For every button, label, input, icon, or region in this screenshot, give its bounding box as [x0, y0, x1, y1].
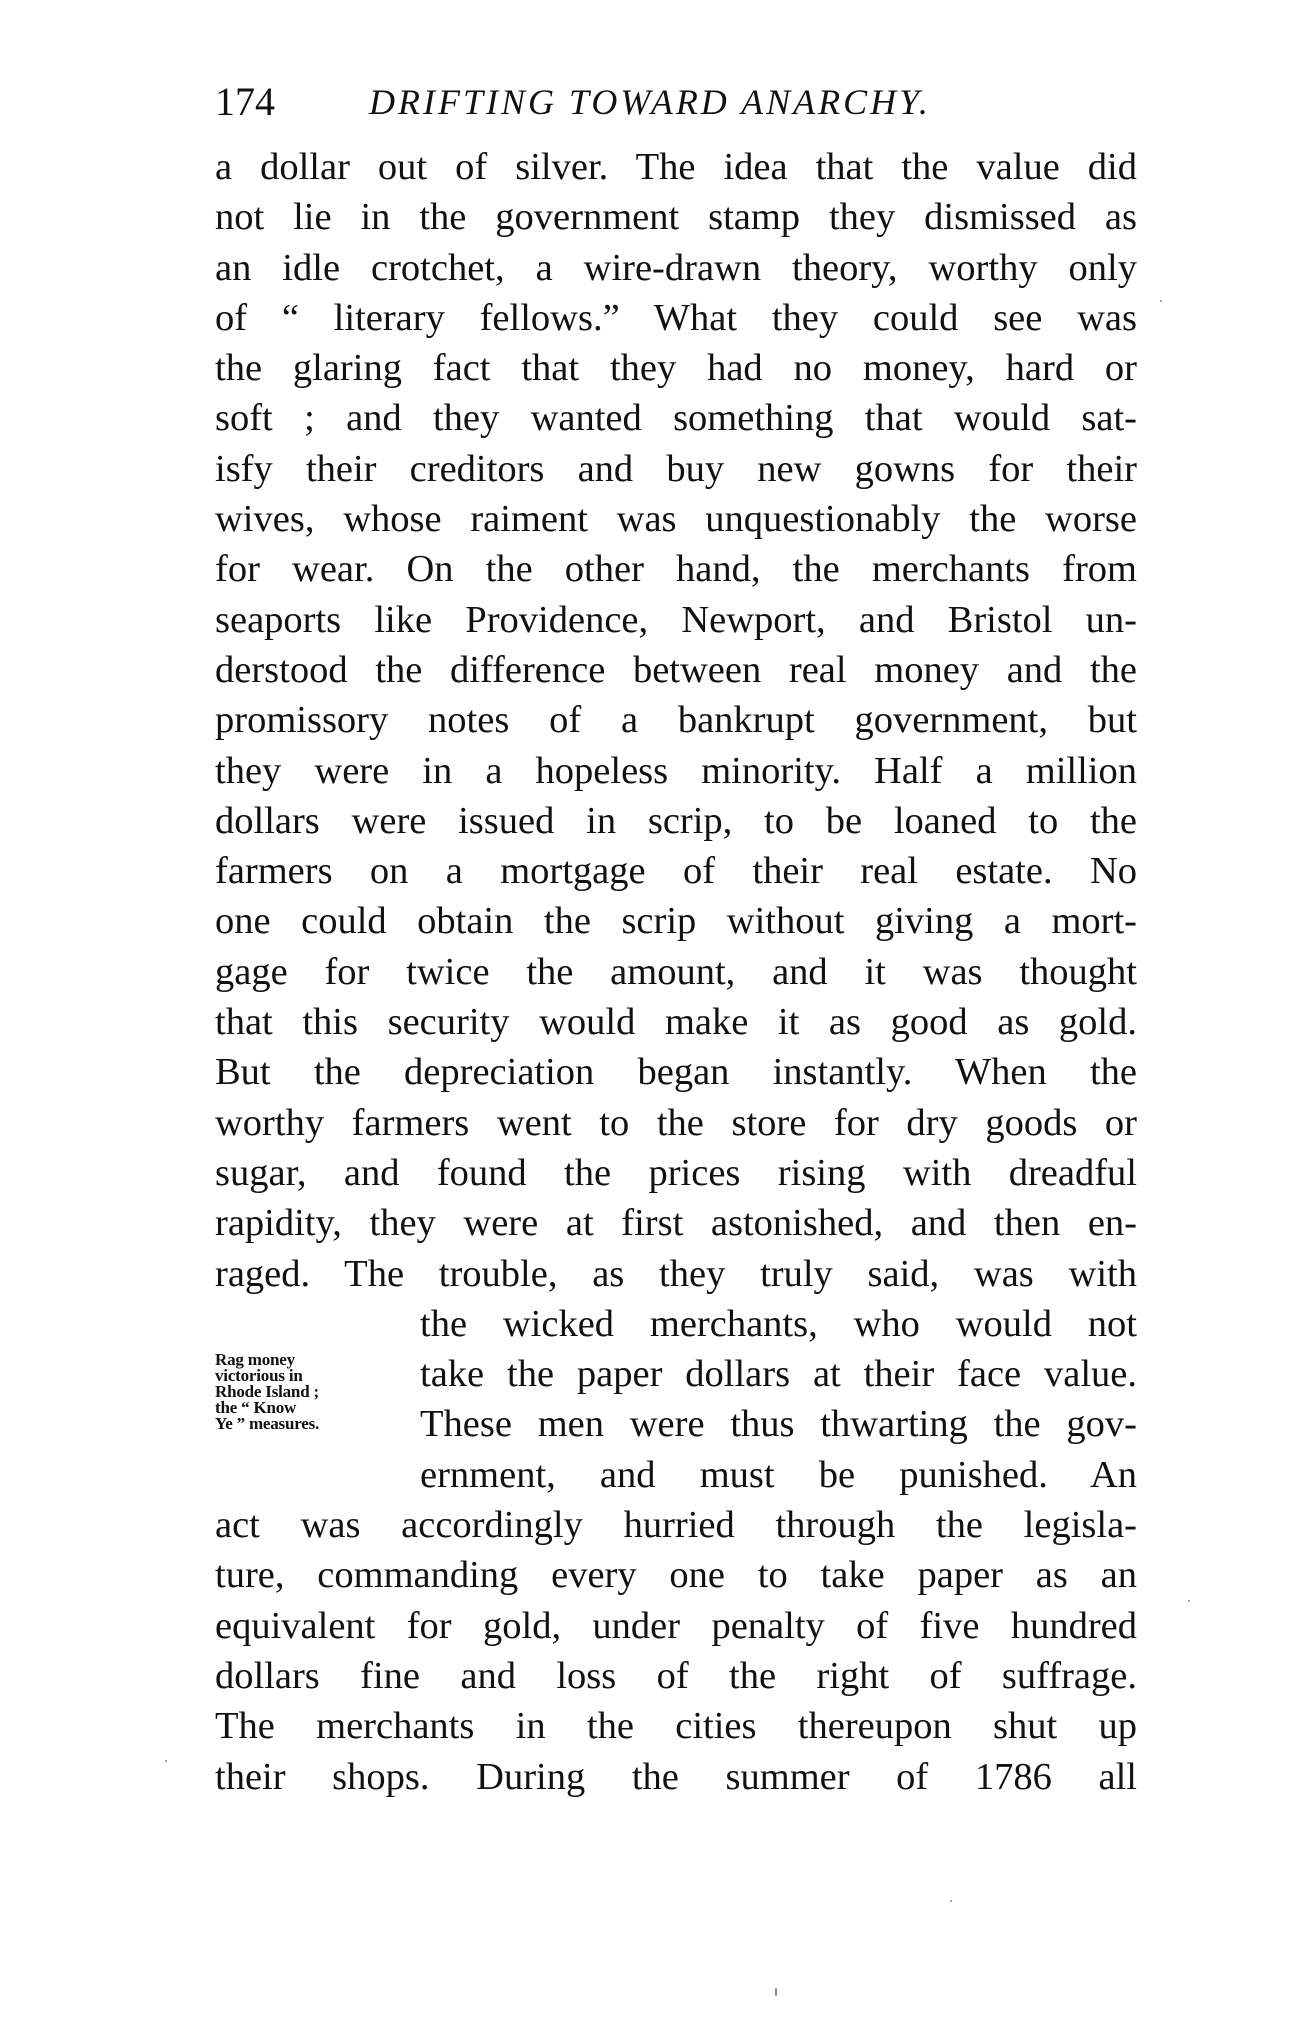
text-line: dollars fine and loss of the right of suffrage.: [215, 1654, 1137, 1697]
page-number: 174: [215, 79, 275, 124]
text-line: their shops. During the summer of 1786 all: [215, 1755, 1137, 1798]
running-title: DRIFTING TOWARD ANARCHY.: [369, 82, 931, 122]
text-line: ture, commanding every one to take paper as an: [215, 1554, 1137, 1597]
scan-speck: [1160, 300, 1162, 302]
text-line: not lie in the government stamp they dismissed as: [215, 196, 1137, 239]
margin-note-line: Ye ” measures.: [215, 1414, 320, 1433]
text-line: The merchants in the cities thereupon shut up: [215, 1705, 1137, 1748]
text-line: of “ literary fellows.” What they could see was: [215, 296, 1137, 339]
text-line-beside-note: These men were thus thwarting the gov-: [420, 1403, 1137, 1446]
text-line: dollars were issued in scrip, to be loaned to the: [215, 799, 1137, 842]
text-line-beside-note: the wicked merchants, who would not: [420, 1302, 1137, 1345]
page-header: [215, 72, 1135, 132]
margin-note-line: victorious in: [215, 1366, 303, 1385]
text-line: seaports like Providence, Newport, and Bristol un-: [215, 598, 1137, 641]
text-line: gage for twice the amount, and it was thought: [215, 950, 1137, 993]
text-line: worthy farmers went to the store for dry goods or: [215, 1101, 1137, 1144]
text-line: derstood the difference between real money and the: [215, 648, 1137, 691]
text-line: equivalent for gold, under penalty of five hundred: [215, 1604, 1137, 1647]
text-line: an idle crotchet, a wire-drawn theory, worthy only: [215, 246, 1137, 289]
text-line: one could obtain the scrip without giving a mort-: [215, 900, 1137, 943]
text-line: for wear. On the other hand, the merchants from: [215, 548, 1137, 591]
margin-note-line: the “ Know: [215, 1398, 297, 1417]
margin-note-line: Rag money: [215, 1350, 295, 1369]
scan-speck: [950, 1900, 952, 1902]
margin-note: [215, 1352, 415, 1432]
text-line: wives, whose raiment was unquestionably the worse: [215, 498, 1137, 541]
text-line: soft ; and they wanted something that would sat-: [215, 397, 1137, 440]
text-line: act was accordingly hurried through the legisla-: [215, 1504, 1137, 1547]
body-text: [215, 142, 1137, 1802]
margin-note-line: Rhode Island ;: [215, 1382, 319, 1401]
text-line: that this security would make it as good as gold.: [215, 1001, 1137, 1044]
text-line: a dollar out of silver. The idea that the value did: [215, 146, 1137, 188]
text-line: rapidity, they were at first astonished, and then en-: [215, 1202, 1137, 1245]
scan-speck: [165, 1760, 167, 1762]
scan-speck: [1188, 1600, 1190, 1602]
text-line: promissory notes of a bankrupt government, but: [215, 699, 1137, 742]
text-line: the glaring fact that they had no money, hard or: [215, 347, 1137, 390]
text-line: isfy their creditors and buy new gowns for their: [215, 447, 1137, 490]
text-line: But the depreciation began instantly. When the: [215, 1051, 1137, 1094]
scan-speck: [775, 1988, 777, 1996]
text-line-beside-note: ernment, and must be punished. An: [420, 1453, 1137, 1496]
text-line: they were in a hopeless minority. Half a million: [215, 749, 1137, 792]
text-line-beside-note: take the paper dollars at their face value.: [420, 1353, 1137, 1396]
text-line: farmers on a mortgage of their real estate. No: [215, 850, 1137, 893]
text-line: sugar, and found the prices rising with dreadful: [215, 1151, 1137, 1194]
text-line: raged. The trouble, as they truly said, was with: [215, 1252, 1137, 1295]
